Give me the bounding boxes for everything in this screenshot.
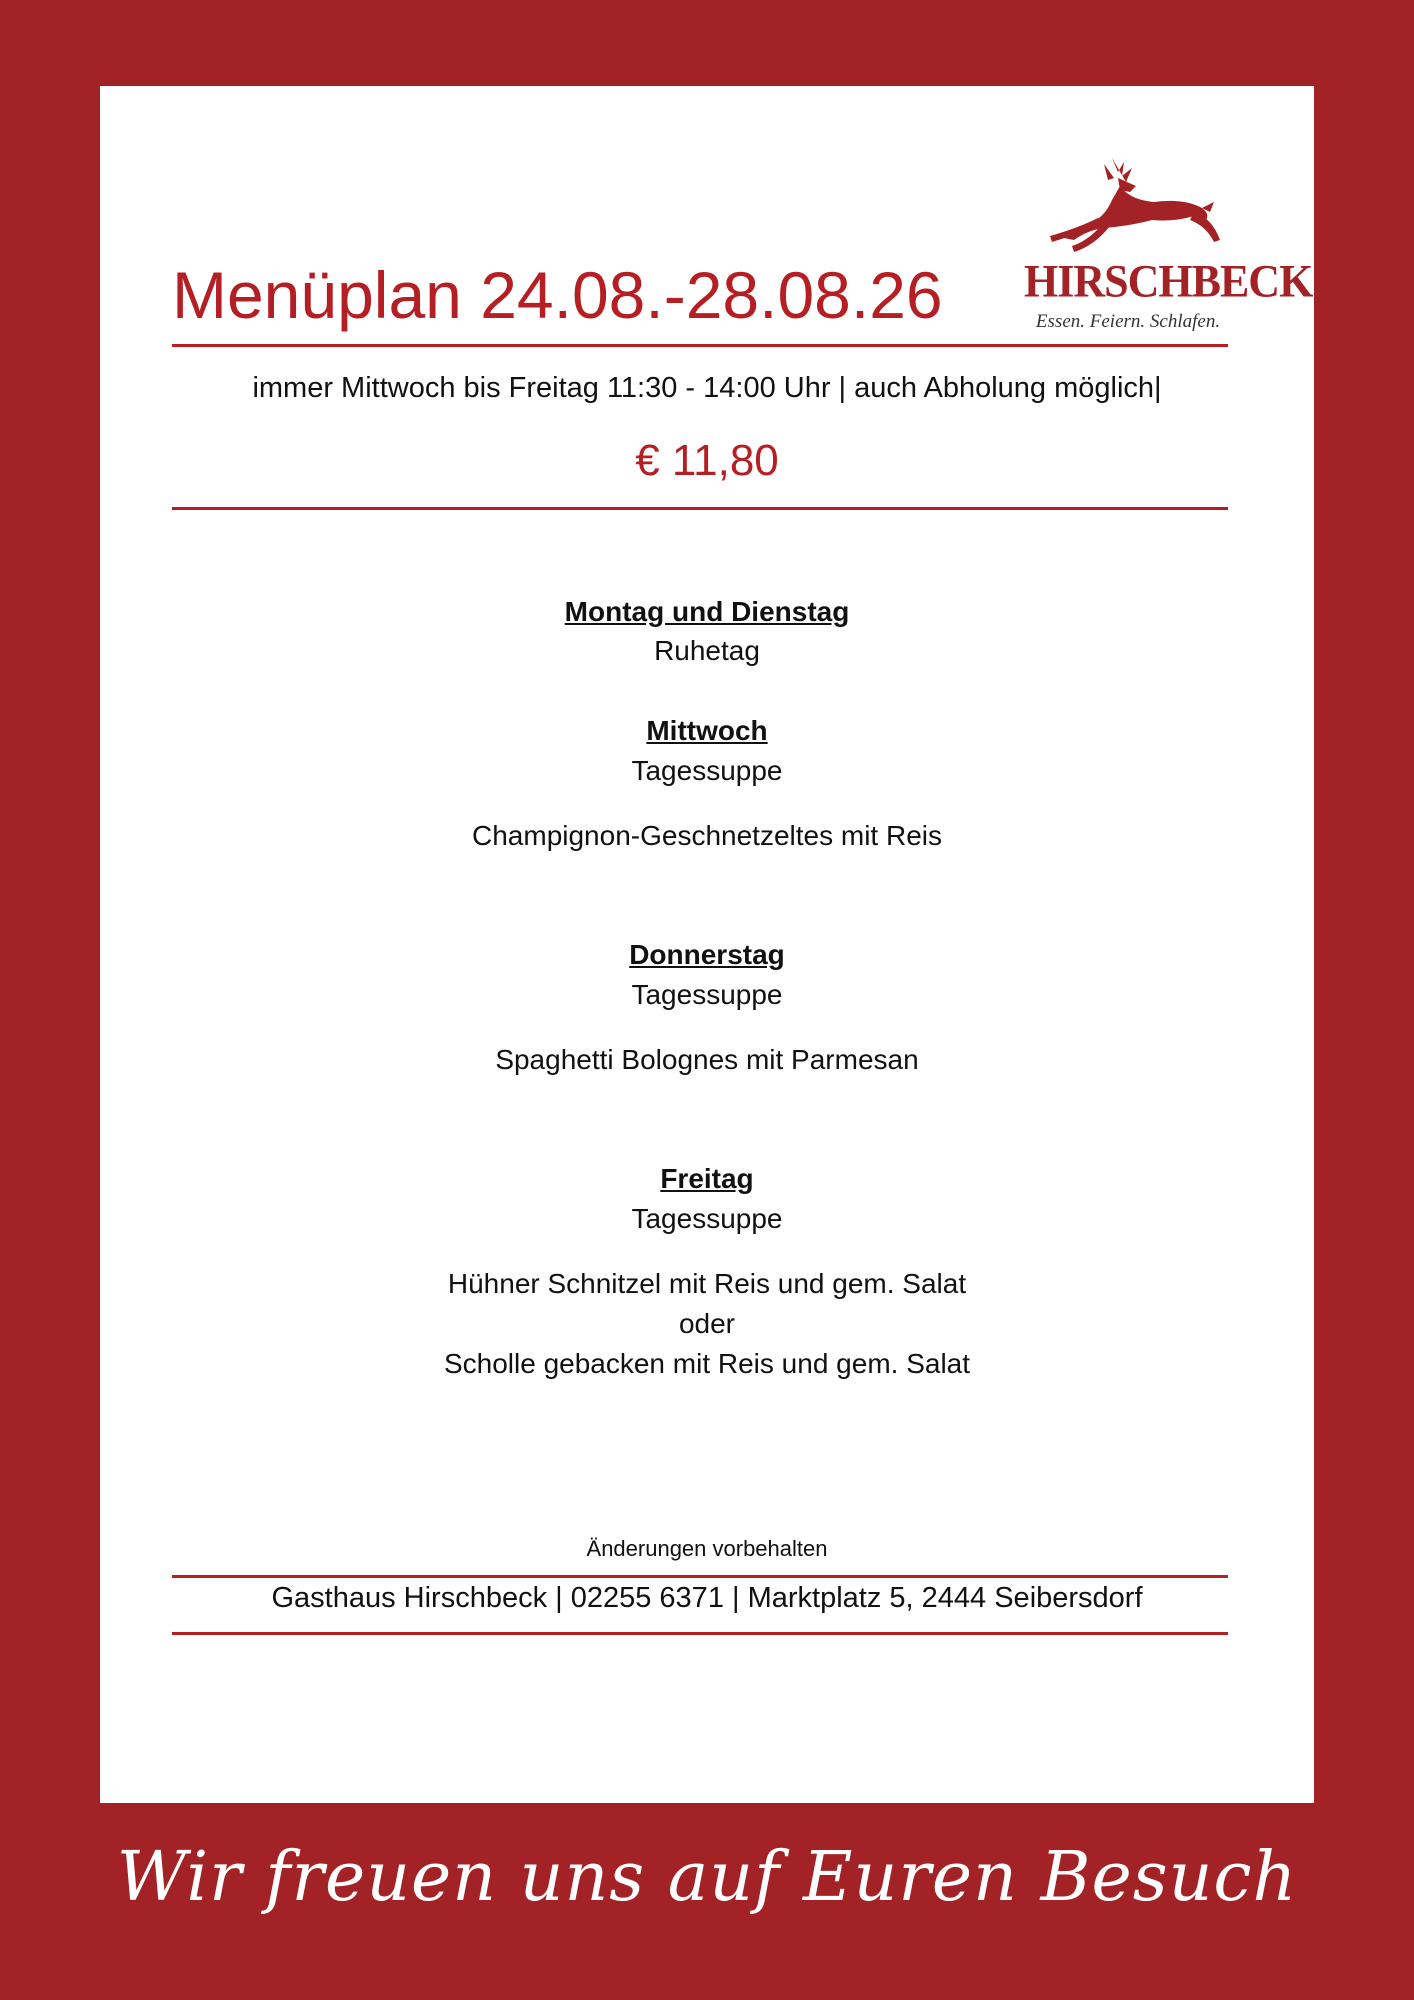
contact-line: Gasthaus Hirschbeck | 02255 6371 | Marktplatz 5, 2444 Seibersdorf (271, 1582, 1143, 1614)
logo (1024, 156, 1313, 344)
closing-message: Wir freuen uns auf Euren Besuch (116, 1838, 1298, 1917)
thursday-main: Spaghetti Bolognes mit Parmesan (495, 1044, 919, 1075)
title-divider (172, 344, 1228, 347)
day-heading-monday-tuesday: Montag und Dienstag (564, 596, 850, 627)
friday-main-1: Hühner Schnitzel mit Reis und gem. Salat (447, 1268, 967, 1299)
menu-price: € 11,80 (635, 436, 779, 485)
wednesday-soup: Tagessuppe (631, 755, 783, 786)
opening-hours: immer Mittwoch bis Freitag 11:30 - 14:00 Uhr | auch Abholung möglich| (252, 372, 1162, 404)
friday-soup: Tagessuppe (631, 1203, 783, 1234)
deer-icon (1034, 156, 1224, 256)
price-divider (172, 507, 1228, 510)
day-heading-friday: Freitag (660, 1163, 754, 1194)
changes-note: Änderungen vorbehalten (586, 1536, 828, 1561)
friday-main-2: Scholle gebacken mit Reis und gem. Salat (443, 1348, 971, 1379)
day-heading-thursday: Donnerstag (629, 939, 785, 970)
thursday-soup: Tagessuppe (631, 979, 783, 1010)
rest-day-text: Ruhetag (654, 635, 760, 666)
footer-top-divider (172, 1575, 1228, 1578)
logo-tagline: Essen. Feiern. Schlafen. (1035, 311, 1221, 332)
friday-or: oder (678, 1308, 736, 1339)
footer-bottom-divider (172, 1632, 1228, 1635)
day-heading-wednesday: Mittwoch (646, 715, 768, 746)
wednesday-main: Champignon-Geschnetzeltes mit Reis (472, 820, 942, 851)
menu-sheet (100, 86, 1314, 1803)
page-title: Menüplan 24.08.-28.08.26 (172, 258, 943, 332)
logo-name: HIRSCHBECK (1024, 255, 1313, 308)
